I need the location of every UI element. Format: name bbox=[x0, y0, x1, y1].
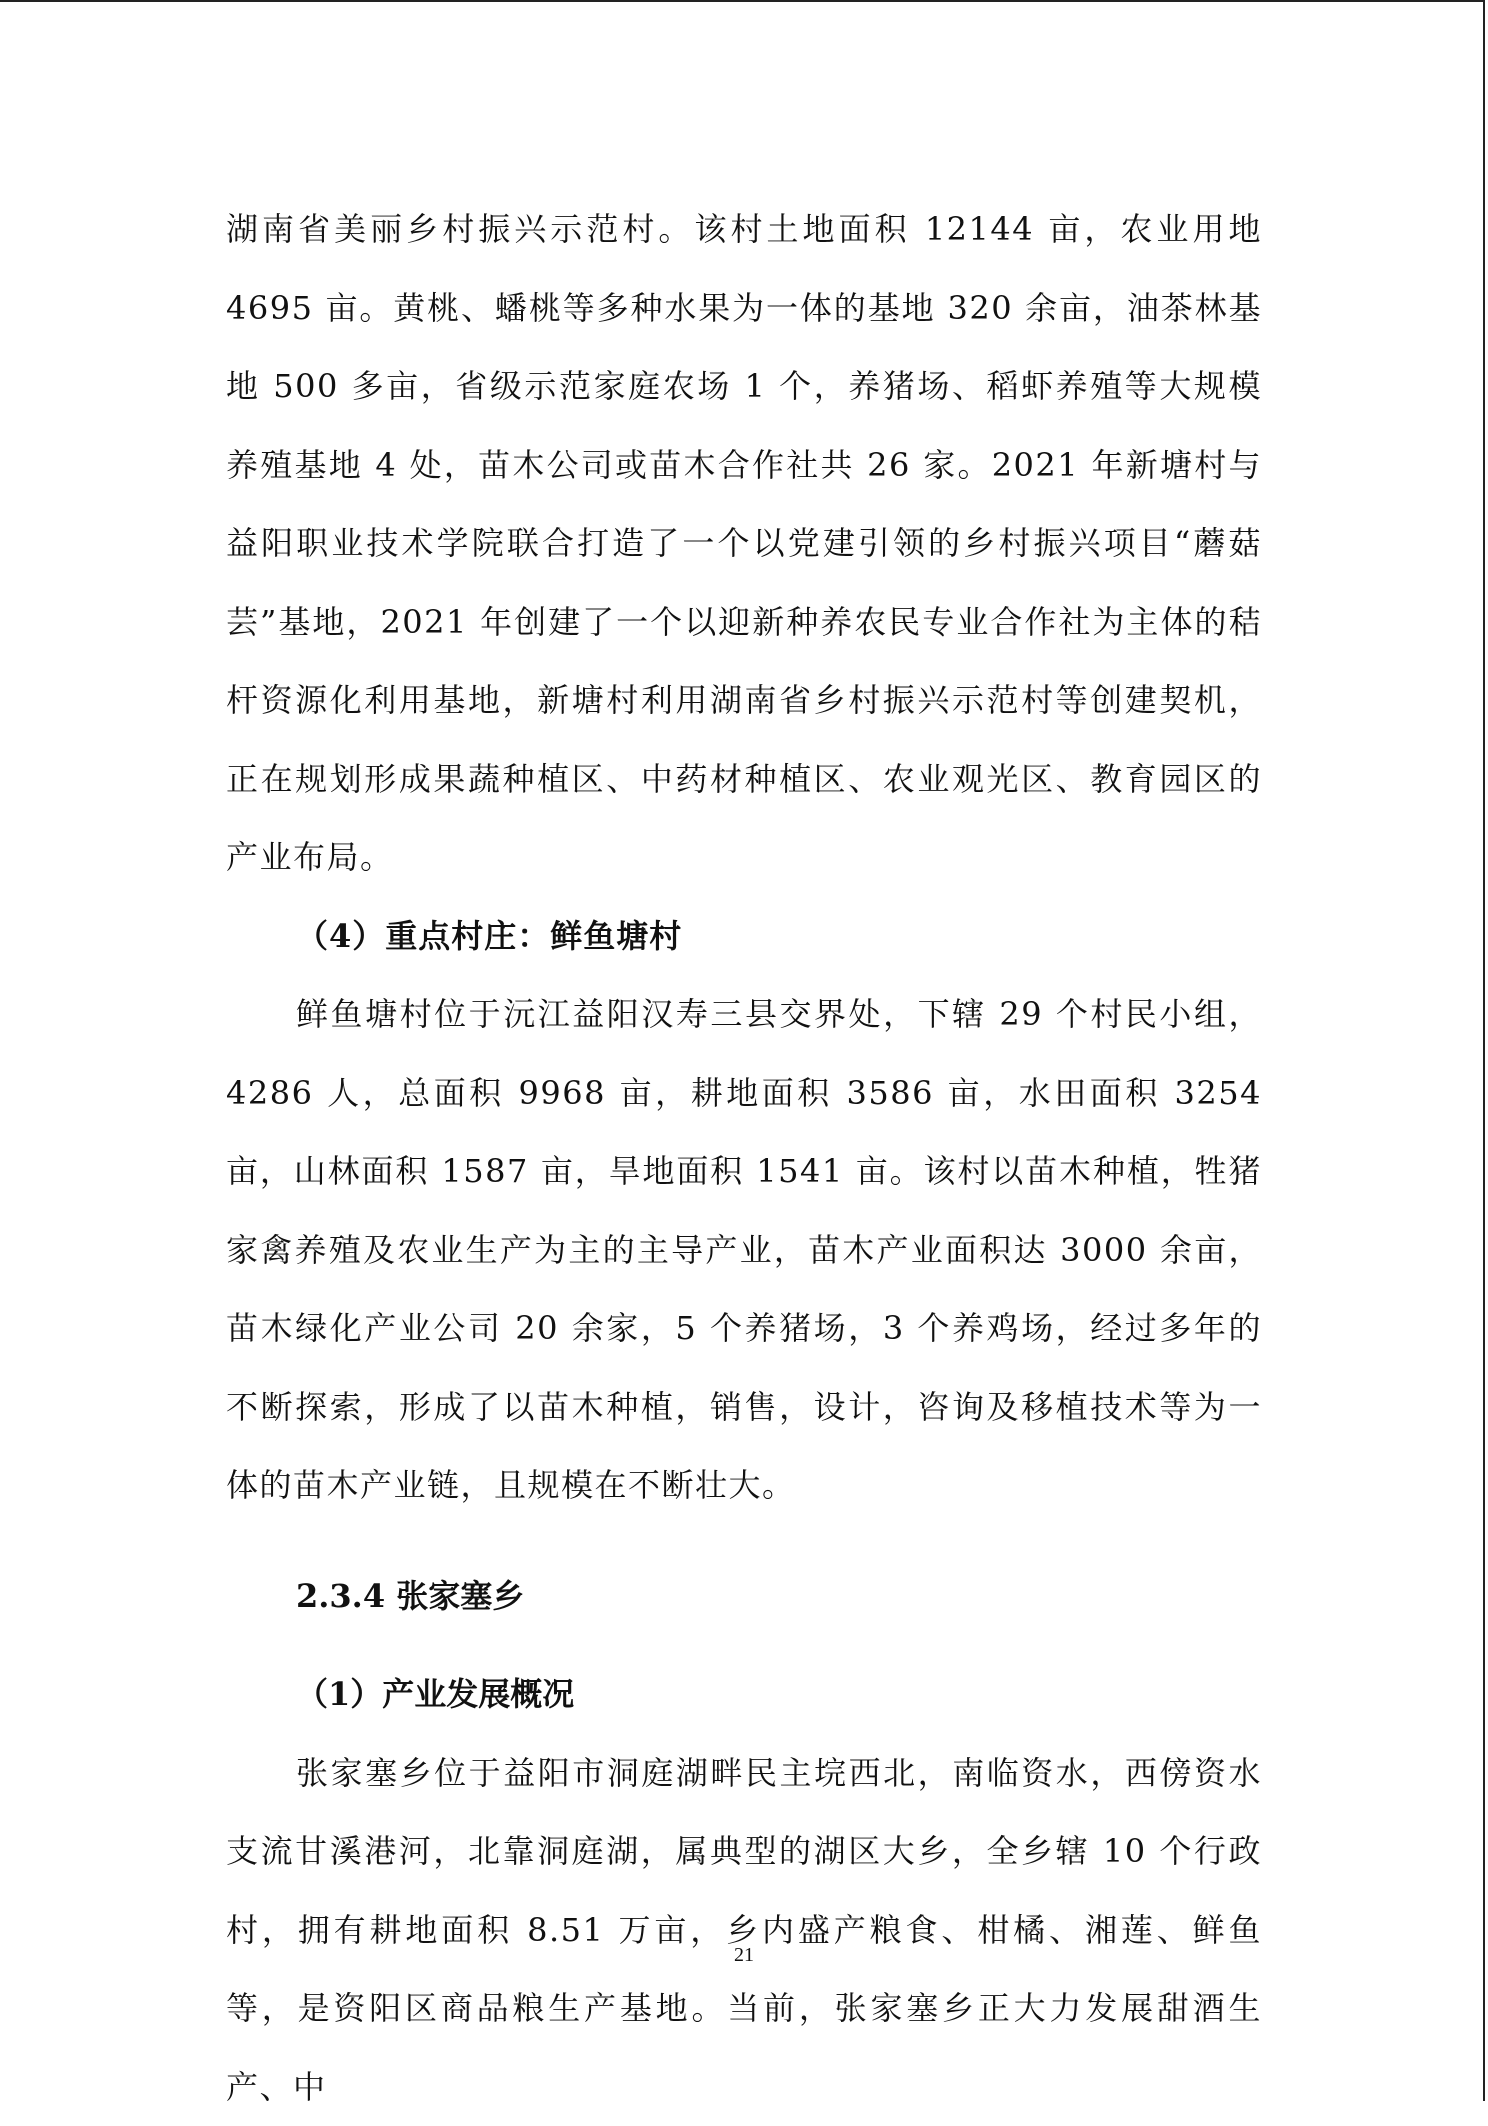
section-title-zhangjiasai: 2.3.4 张家塞乡 bbox=[226, 1557, 1262, 1636]
paragraph-xianyutang-village: 鲜鱼塘村位于沅江益阳汉寿三县交界处，下辖 29 个村民小组，4286 人，总面积 9968 亩，耕地面积 3586 亩，水田面积 3254 亩，山林面积 1587 亩，旱地面积 1541 亩。该村以苗木种植，牲猪家禽养殖及农业生产为主的主导产业，苗木产业面积达 3000 余亩，苗木绿化产业公司 20 余家，5 个养猪场，3 个养鸡场，经过多年的不断探索，形成了以苗木种植，销售，设计，咨询及移植技术等为一体的苗木产业链，且规模在不断壮大。 bbox=[226, 975, 1262, 1525]
paragraph-zhangjiasai-overview: 张家塞乡位于益阳市洞庭湖畔民主垸西北，南临资水，西傍资水支流甘溪港河，北靠洞庭湖，属典型的湖区大乡，全乡辖 10 个行政村，拥有耕地面积 8.51 万亩，乡内盛产粮食、柑橘、湘莲、鲜鱼等，是资阳区商品粮生产基地。当前，张家塞乡正大力发展甜酒生产、中 bbox=[226, 1734, 1262, 2126]
subsection-industry-overview: （1）产业发展概况 bbox=[226, 1655, 1262, 1734]
page-content bbox=[226, 190, 1262, 2126]
paragraph-xintang-village: 湖南省美丽乡村振兴示范村。该村土地面积 12144 亩，农业用地 4695 亩。黄桃、蟠桃等多种水果为一体的基地 320 余亩，油茶林基地 500 多亩，省级示范家庭农场 1 个，养猪场、稻虾养殖等大规模养殖基地 4 处，苗木公司或苗木合作社共 26 家。2021 年新塘村与益阳职业技术学院联合打造了一个以党建引领的乡村振兴项目“蘑菇芸”基地，2021 年创建了一个以迎新种养农民专业合作社为主体的秸杆资源化利用基地，新塘村利用湖南省乡村振兴示范村等创建契机，正在规划形成果蔬种植区、中药材种植区、农业观光区、教育园区的产业布局。 bbox=[226, 190, 1262, 897]
page-number: 21 bbox=[0, 1944, 1488, 1967]
heading-xianyutang-village: （4）重点村庄：鲜鱼塘村 bbox=[226, 897, 1262, 976]
